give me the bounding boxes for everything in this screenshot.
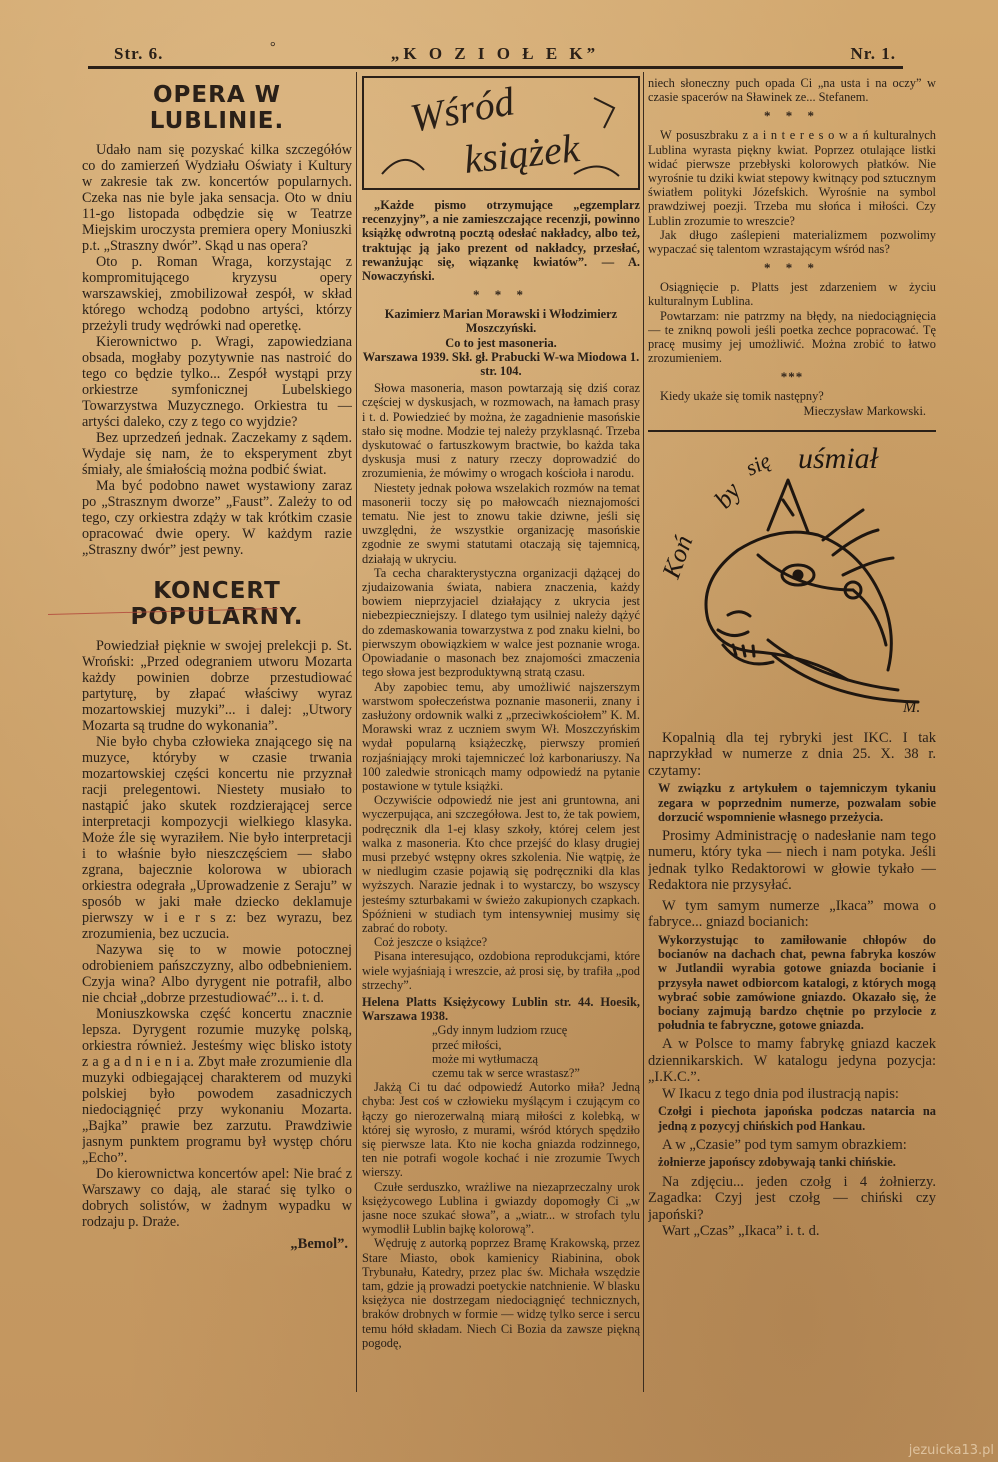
ikc-paragraph: W tym samym numerze „Ikaca” mowa o fabryce... gniazd bocianich: <box>648 897 936 931</box>
review-notice: „Każde pismo otrzymujące „egzemplarz recenzyjny”, a nie zamieszczające recenzji, powinno książkę odwrotną pocztą odesłać nakładcy, albo też, traktując ją jako prezent od nakładcy, przesłać, rewanżując się, wiązankę kwiatów”. — A. Nowaczyński. <box>362 198 640 284</box>
review-paragraph: Aby zapobiec temu, aby umożliwić najszerszym warstwom społeczeństwa poznanie masonerii, znany i zasłużony ordownik walki z „przeciwkościołem” K. M. Morawski wraz z uczniem swym Wł. Moszczyńskim wydał popularną książeczkę, pierwszy promień rozjaśniający mroki tajemniczeć loż karbonariuszy. Na 100 zaledwie stronicąch mamy odpowiedź na pytanie postawione w tytule książki. <box>362 679 640 793</box>
book2-heading: Helena Platts Księżycowy Lublin str. 44. Hoesik, Warszawa 1938. <box>362 994 640 1024</box>
ikc-paragraph: Kopalnią dla tej rybryki jest IKC. I tak naprzykład w numerze z dnia 25. X. 38 r. czytamy: <box>648 729 936 779</box>
newspaper-title: „K O Z I O Ł E K” <box>390 44 600 63</box>
review-paragraph: Słowa masoneria, mason powtarzają się dziś coraz częściej w dyskusjach, w rozmowach, na łamach prasy i t. d. Powiedzieć by można, że zagadnienie masońskie stało się modne. Modzie tej należy przyklasnąć. Trzeba dyskutować o fartuszkowym bractwie, bo każda taka dyskusja musi z natury rzeczy doprowadzić do zrozumienia, że mówimy o wrogach kościoła i narodu. <box>362 381 640 481</box>
review-paragraph: Niestety jednak połowa wszelakich rozmów na temat masonerii toczy się po małowcaćh nieznajomości tematu. Nie jest to znowu takie dziwne, jeśli się uwzględni, że wszystkie organizację masońskie zgodnie ze swymi statutami otaczają się tajemnicą, działają w ukryciu. <box>362 480 640 566</box>
poem-line: może mi wytłumaczą <box>432 1051 538 1066</box>
watermark: jezuicka13.pl <box>908 1443 994 1458</box>
ikc-paragraph: W Ikacu z tego dnia pod ilustracją napis: <box>662 1085 899 1102</box>
opera-headline: OPERA W LUBLINIE. <box>149 82 285 134</box>
koncert-signature: „Bemol”. <box>290 1236 348 1252</box>
page-number: Str. 6. <box>114 44 164 63</box>
koncert-paragraph: Nazywa się to w mowie potocznej odrobieniem pańszczyzny, albo odbebnieniem. Czyja wina? Albo dyrygent nie potrafił, albo nie chciał „dobrze przestudiować”... i. t. d. <box>82 942 352 1006</box>
koncert-paragraph: Nie było chyba człowieka znającego się na muzyce, któryby w czasie trwania mozartowskiej części koncertu nie przyznał racji prelegentowi. Niestety musiało to nastąpić jako skutek rozdzierającej serce interpretacji kompozycji wielkiego klasyka. Może źle się wyraziłem. Nie było interpretacji i to właśnie było nieszczęściem — słabo zgrana, bajecznie kolorowa w ubiorach orkiestra odegrała „Uprowadzenie z Seraju” w sposób w jaki małe dziecko deklamuje pierwszy w i e r s z: bez wyrazu, bez zrozumienia, bez uczucia. <box>82 734 352 942</box>
illus-caption-word: uśmiał <box>798 441 879 475</box>
koncert-paragraph: Powiedział pięknie w swojej prelekcji p. St. Wroński: „Przed odegraniem utworu Mozarta każdy powinien dobrze przestudiować partyturę, by złapać właściwy wyraz mozartowskiej muzyki”... i dalej: „Utwory Mozarta są trudne do wykonania”. <box>82 638 352 734</box>
illus-signature: M. <box>903 698 921 716</box>
illus-caption-word: by <box>708 476 747 514</box>
section-rule <box>648 430 936 432</box>
column-divider-1 <box>356 72 357 1392</box>
column-divider-2 <box>643 72 644 1392</box>
ikc-paragraph: Wart „Czas” „Ikaca” i. t. d. <box>662 1223 820 1239</box>
column-right <box>648 76 936 1240</box>
ikc-quote: żołnierze japońscy zdobywają tanki chińskie. <box>658 1155 896 1170</box>
book-title: Co to jest masoneria. <box>445 335 557 350</box>
header-rule <box>88 66 903 69</box>
review-paragraph: Osiągnięcie p. Platts jest zdarzeniem w życiu kulturalnym Lublina. <box>648 280 936 309</box>
review-paragraph: Jakżą Ci tu dać odpowiedź Autorko miła? Jedną chyba: Jest coś w człowieku myślącym i czującym co łączy go nierozerwalną miarą miłości z kolebką, w której się wyrosło, z murami, wśród których spędziło się pierwsze lata. Kto nie kocha gniazda rodzinnego, ten nie potrafi wogole kochać i nie zrozumie Twych wierszy. <box>362 1080 640 1180</box>
ikc-quote: W związku z artykułem o tajemniczym tykaniu zegara w poprzednim numerze, pozwalam sobie dorzucić wspomnienie własnego przeżycia. <box>658 781 936 824</box>
review-paragraph: Kiedy ukaże się tomik następny? <box>660 389 824 404</box>
review-paragraph: Wędruję z autorką poprzez Bramę Krakowską, przez Stare Miasto, obok kamienicy Riabinina, obok Trybunału, Katedry, przez plac św. Michała wszędzie tam, gdzie ją prowadzi poetyckie natchnienie. W blasku księżyca nie dostrzegam niedociągnięć technicznych, braków drobnych w formie — widzę tylko serce i sercu temu hółd składam. Niech Ci Bozia da zawsze piękną pogodę, <box>362 1236 640 1350</box>
header-mark: ° <box>270 40 276 55</box>
horse-illustration <box>648 440 936 720</box>
illus-caption-word: się <box>741 447 775 481</box>
opera-paragraph: Udało nam się pozyskać kilka szczegółów co do zamierzeń Wydziału Oświaty i Kultury w zakresie tak zw. koncertów popularnych. Czeka nas nie byle jaka sensacja. Oto w dniu 11-go listopada odbędzie się w Teatrze Miejskim uroczysta premiera opery Moniuszki p.t. „Straszny dwór”. Skąd u nas opera? <box>82 142 352 254</box>
laughing-horse-drawing <box>648 440 936 720</box>
opera-paragraph: Oto p. Roman Wraga, korzystając z kompromitującego kryzysu opery warszawskiej, zmobilizował zespół, w skład którego wchodzą podobno artyści, którzy przeżyli trudy wędrówki nad operetkę. <box>82 254 352 334</box>
book-publisher: Warszawa 1939. Skł. gł. Prabucki W-wa Miodowa 1. str. 104. <box>362 349 640 379</box>
review-paragraph: Powtarzam: nie patrzmy na błędy, na niedociągnięcia — te zniknq powoli jeśli poetka zechce popracować. Tę pracę musimy jej umożliwić. Można zrobić to łatwo zrozumieniem. <box>648 308 936 366</box>
koncert-headline: KONCERT POPULARNY. <box>130 578 304 630</box>
review-signature: Mieczysław Markowski. <box>803 403 926 418</box>
koncert-paragraph: Moniuszkowska część koncertu znacznie lepsza. Dyrygent rozumie muzykę polską, orkiestra również. Jesteśmy więc blisko istoty z a g a d n i e n i a. Zbyt małe zrozumienie dla muzyki odbiegającej charakterem od muzyki polskiej było powodem zasadniczych niedociągnięć przy wykonaniu Mozarta. „Bajka” prawie bez zarzutu. Prawdziwie jasnym punktem programu był występ chóru „Echo”. <box>82 1006 352 1166</box>
poem-quote <box>362 1023 640 1080</box>
ikc-quote: Czołgi i piechota japońska podczas natarcia na jedną z pozycyj chińskich pod Hankau. <box>658 1104 936 1133</box>
separator-stars: * * * <box>473 287 529 303</box>
review-paragraph: Coż jeszcze o książce? <box>374 935 488 950</box>
koncert-paragraph: Do kierownictwa koncertów apel: Nie brać z Warszawy co dają, ale starać się tylko o dobrych solistów, w żadnym wypadku w rodzaju p. Draże. <box>82 1166 352 1230</box>
separator-stars: * * * <box>764 108 820 124</box>
review-paragraph: Ta cecha charakterystyczna organizacji dążącej do zjudaizowania świata, nabiera znaczenia, każdy bowiem nieprzyjaciel działający z ukrycia jest niebezpieczniejszy. I dlatego tym usilniej należy dążyć do zdemaskowania towarzystwa z pod znaku kielni, bo pierwszym obowiązkiem w walce jest poznanie wroga. Opowiadanie o masonach bez znajomości zmaczenia tego słowa jest bezproduktywną stratą czasu. <box>362 565 640 680</box>
opera-paragraph: Ma być podobno nawet wystawiony zaraz po „Strasznym dworze” „Faust”. Zależy to od tego, czy orkiestra zdąży w tak krótkim czasie opracować dwie opery. W każdym razie „Straszny dwór” jest pewny. <box>82 478 352 558</box>
page-header <box>92 38 898 66</box>
review-paragraph: Oczywiście odpowiedź nie jest ani gruntowna, ani wyczerpująca, ani szczegółowa. Jest to, że tak powiem, podręcznik dla 1-ej klasy szkoły, której celem jest walka z masoneria. Kto chce przejść do klasy drugiej musi przebyć wstępny okres szkolenia. Nie wątpię, że w niedlugim czasie pojawią się podręczniki dla klas wyższych. Narazie jednak i to wystarczy, bo wszyscy jesteśmy szturbakami w świeżo zakupionych czapkach. Spóźnieni w studiach tym intensywniej musimy się zabrać do roboty. <box>362 793 640 935</box>
opera-paragraph: Kierownictwo p. Wragi, zapowiedziana obsada, mogłaby pozytywnie nas nastroić do tego co będzie tylko... Zespół wystąpi przy orkiestrze symfonicznej Lubelskiego Towarzystwa Muzycznego. Orkiestra tu — artyści daleko, czy z tego co wyjdzie? <box>82 334 352 430</box>
ikc-paragraph: Prosimy Administrację o nadesłanie nam tego numeru, który tyka — niech i nam potyka. Jeśli jednak tylko Redaktorowi w głowie tykało — Redaktora nie przysyłać. <box>648 827 936 894</box>
column-left <box>82 76 352 1253</box>
separator-stars: * * * <box>764 260 820 276</box>
review-paragraph: W posuszbraku z a i n t e r e s o w a ń kulturalnych Lublina wyrasta piękny kwiat. Poprzez otulające listki widać pierwsze przebłyski kolorowych płatków. Nie wyrośnie tu dziki kwiat stepowy kwitnący pod sztucznym światłem polityki Józefskich. Wyrośnie na symbol prawdziwej poezji. Trzeba mu słońca i miłości. Czy Lublin zrozumie to wreszcie? <box>648 128 936 228</box>
ikc-quote: Wykorzystując to zamiłowanie chłopów do bocianów na dachach chat, pewna fabryka koszów w Jutlandii wyrabia gotowe gniazda bocianie i przysyła nawet odbiorcom katalogi, z których mogą wybrać sobie zamówione gniazdo. Okazało się, że bociany zajmują bardzo chętnie po przylocie z południa te fabryczne, gotowe gniazda. <box>658 932 936 1033</box>
opera-paragraph: Bez uprzedzeń jednak. Zaczekamy z sądem. Wydaje się nam, że to eksperyment zbyt śmiały, ale śmiałością można podbić świat. <box>82 430 352 478</box>
ikc-paragraph: A w „Czasie” pod tym samym obrazkiem: <box>662 1136 907 1153</box>
book-doodle-icon <box>364 78 634 188</box>
review-continuation: niech słoneczny puch opada Ci „na usta i na oczy” w czasie spacerów na Sławinek ze... Stefanem. <box>648 76 936 105</box>
separator-stars: *** <box>780 369 804 385</box>
review-paragraph: Jak długo zaślepieni materializmem pozwolimy wypaczać się talentom wzrastającym wśród nas? <box>648 227 936 257</box>
issue-number: Nr. 1. <box>850 44 896 63</box>
column-middle <box>362 76 640 1350</box>
review-paragraph: Pisana interesująco, ozdobiona reprodukcjami, które wiele wyjaśniają i wreszcie, aż prosi się, by trafiła „pod strzechy”. <box>362 949 640 992</box>
poem-line: przeć miłości, <box>432 1037 502 1052</box>
ikc-paragraph: Na zdjęciu... jeden czołg i 4 żołnierzy. Zagadka: Czyj jest czołg — chiński czy japoński? <box>648 1173 936 1223</box>
section-title-word: Wśród <box>406 78 518 141</box>
ikc-paragraph: A w Polsce to mamy fabrykę gniazd kaczek dziennikarskich. W katalogu jedyna pozycja: „I.K.C.”. <box>648 1036 936 1086</box>
poem-line: „Gdy innym ludziom rzucę <box>432 1023 568 1038</box>
section-title-box <box>362 76 640 190</box>
illus-caption-word: Koń <box>656 531 699 582</box>
book-author: Kazimierz Marian Morawski i Włodzimierz Moszczyński. <box>384 307 618 336</box>
poem-line: czemu tak w serce wrastasz?” <box>432 1065 580 1080</box>
section-title-word: książek <box>461 125 582 182</box>
review-paragraph: Czułe serduszko, wrażliwe na niezaprzeczalny urok księżycowego Lublina i gwiazdy dopomogły Ci „w jasne noce szukać słowa”, a „wiatr... w strofach tylu wymodlił Lublin bajkę kolorową”. <box>362 1179 640 1237</box>
